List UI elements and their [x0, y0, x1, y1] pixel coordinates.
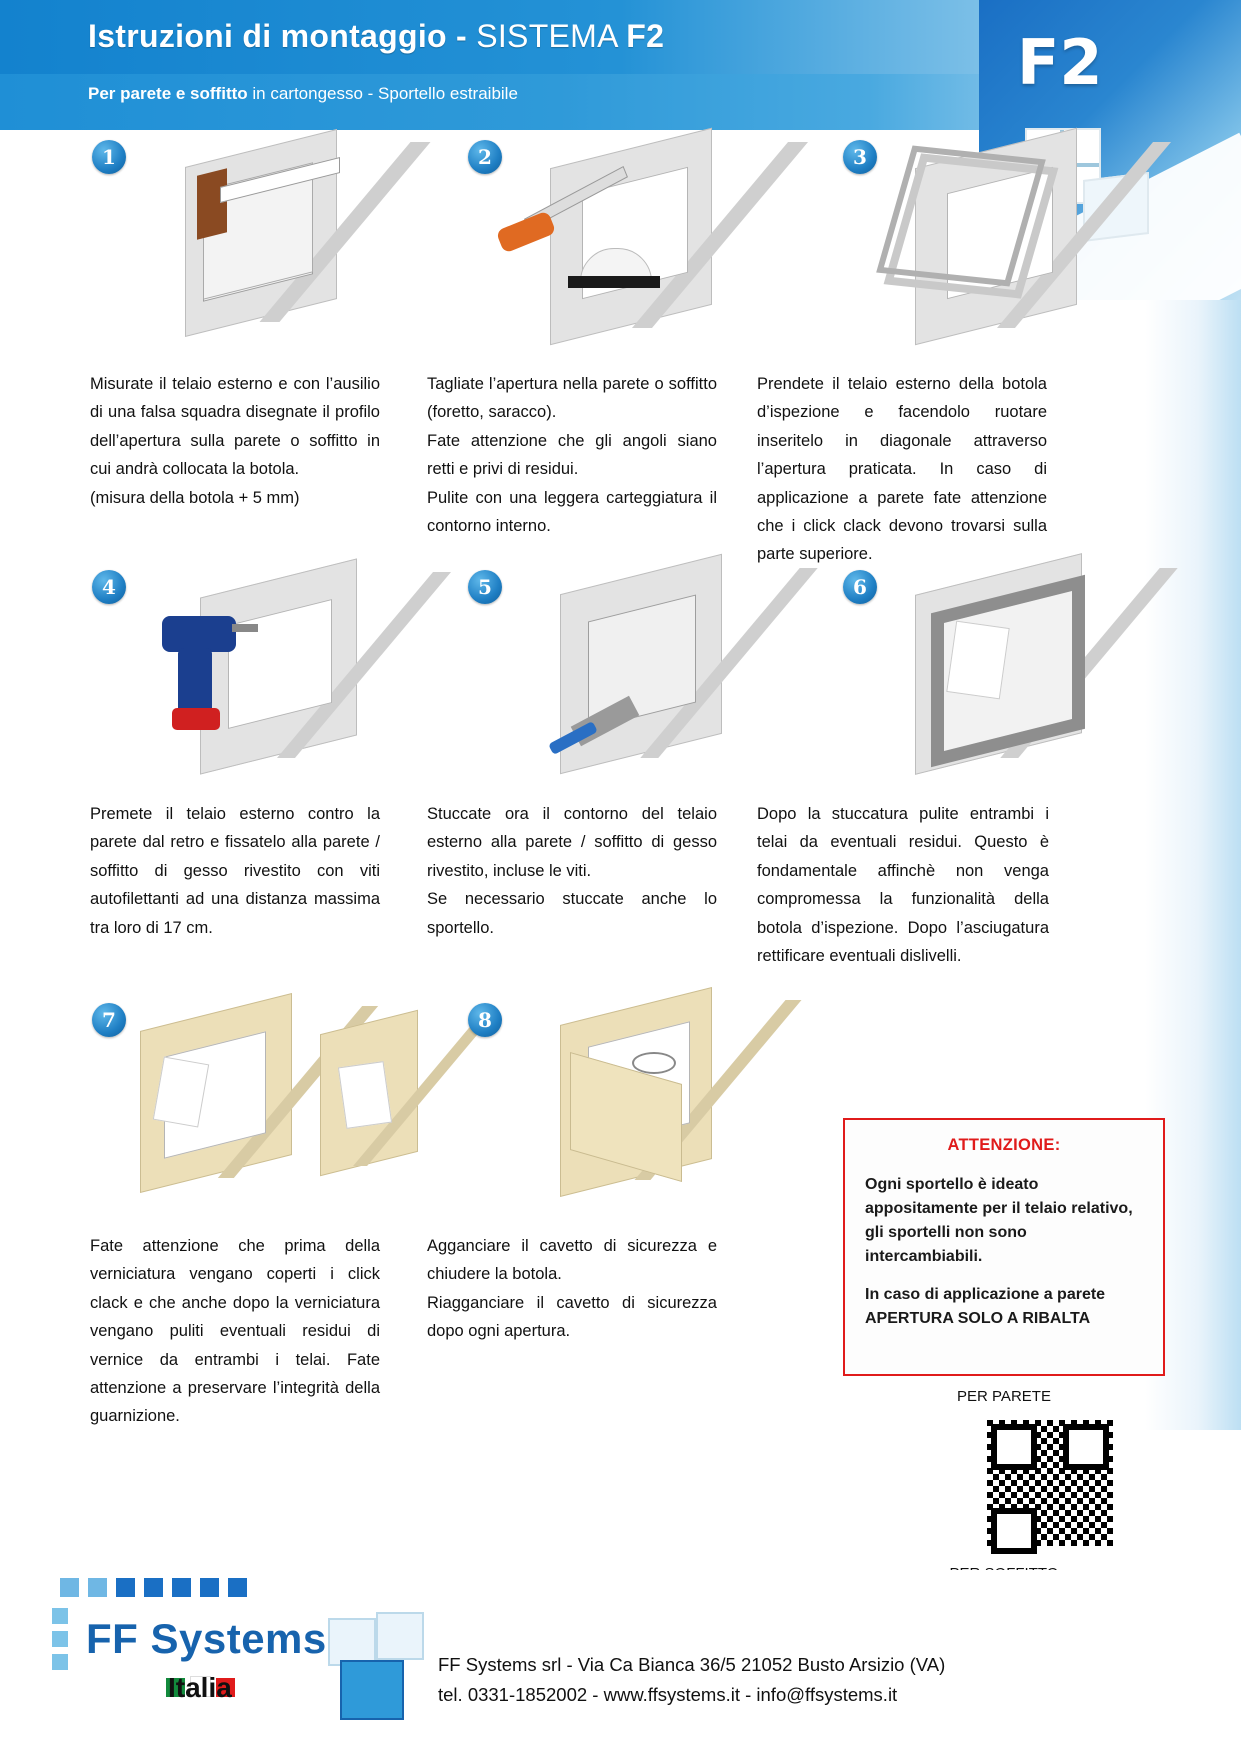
step-3-illustration: [895, 130, 1105, 335]
logo-f2-text: F2: [1017, 26, 1103, 99]
step-1-badge: 1: [92, 140, 126, 174]
attention-line-1: Ogni sportello è ideato appositamente per il telaio relativo, gli sportelli non sono intercambiabili.: [865, 1176, 1133, 1265]
step-2-badge: 2: [468, 140, 502, 174]
step-8-illustration: [540, 990, 740, 1205]
step-4-badge: 4: [92, 570, 126, 604]
step-7-badge: 7: [92, 1003, 126, 1037]
qr-wall-label: PER PARETE: [957, 1388, 1051, 1405]
attention-line-2: In caso di applicazione a parete APERTURA SOLO A RIBALTA: [865, 1286, 1106, 1327]
footer-door-icon: [328, 1612, 448, 1722]
footer-address: FF Systems srl - Via Ca Bianca 36/5 21052 Busto Arsizio (VA): [438, 1654, 946, 1675]
page-subtitle: [88, 84, 518, 104]
step-7-text: Fate attenzione che prima della verniciatura vengano coperti i click clack e che anche dopo la verniciatura vengano puliti eventuali residui di vernice da entrambi i telai. Fate attenzione a preservare l’integrità della guarnizione.: [90, 1237, 380, 1426]
step-5-text: Stuccate ora il contorno del telaio esterno alla parete / soffitto di gesso rivestito, incluse le viti. Se necessario stuccate anche lo sportello.: [427, 805, 717, 937]
footer-contact: [438, 1650, 945, 1709]
qr-code-wall[interactable]: [987, 1420, 1113, 1546]
step-2-text: Tagliate l’apertura nella parete o soffitto (foretto, saracco). Fate attenzione che gli angoli siano retti e privi di residui. Pulite con una leggera carteggiatura il contorno interno.: [427, 375, 717, 535]
step-3-badge: 3: [843, 140, 877, 174]
step-5-illustration: [540, 560, 750, 775]
step-4-text: Premete il telaio esterno contro la parete dal retro e fissatelo alla parete / soffitto di gesso rivestito con viti autofilettanti ad una distanza massima tra loro di 17 cm.: [90, 805, 380, 937]
step-2-illustration: [540, 130, 740, 335]
page-subtitle-b: in cartongesso - Sportello estraibile: [252, 84, 518, 103]
ff-logo-bars: [52, 1608, 68, 1677]
company-country: Italia: [168, 1672, 232, 1703]
step-6-illustration: [895, 560, 1110, 775]
page-subtitle-a: Per parete e soffitto: [88, 84, 253, 103]
page-title-main: Istruzioni di montaggio -: [88, 18, 477, 54]
step-1-illustration: [175, 130, 365, 335]
attention-box: [843, 1118, 1165, 1376]
step-1-text: Misurate il telaio esterno e con l’ausilio di una falsa squadra disegnate il profilo dell’apertura sulla parete o soffitto in cui andrà collocata la botola. (misura della botola + 5 mm): [90, 375, 380, 507]
qr-eye-icon: [1063, 1424, 1109, 1470]
step-7-illustration: [130, 990, 420, 1205]
footer-contact-line: tel. 0331-1852002 - www.ffsystems.it - info@ffsystems.it: [438, 1683, 898, 1705]
step-5-badge: 5: [468, 570, 502, 604]
ff-logo-dots: [60, 1578, 256, 1602]
page-title: [88, 18, 664, 55]
step-6-badge: 6: [843, 570, 877, 604]
company-name: FF Systems: [86, 1615, 327, 1662]
attention-title: ATTENZIONE:: [947, 1136, 1061, 1154]
page-title-sistema: SISTEMA: [476, 18, 627, 54]
step-3-text: Prendete il telaio esterno della botola d’ispezione e facendolo ruotare inseritelo in diagonale attraverso l’apertura praticata. In caso di applicazione a parete fate attenzione che i click clack devono trovarsi sulla parte superiore.: [757, 375, 1047, 564]
step-8-badge: 8: [468, 1003, 502, 1037]
step-6-text: Dopo la stuccatura pulite entrambi i telai da eventuali residui. Questo è fondamentale affinchè non venga compromessa la funzionalità della botola d’ispezione. Dopo l’asciugatura rettificare eventuali dislivelli.: [757, 805, 1049, 965]
page-title-code: F2: [626, 18, 665, 54]
step-8-text: Agganciare il cavetto di sicurezza e chiudere la botola. Riagganciare il cavetto di sicurezza dopo ogni apertura.: [427, 1237, 717, 1341]
step-4-illustration: [150, 560, 370, 775]
